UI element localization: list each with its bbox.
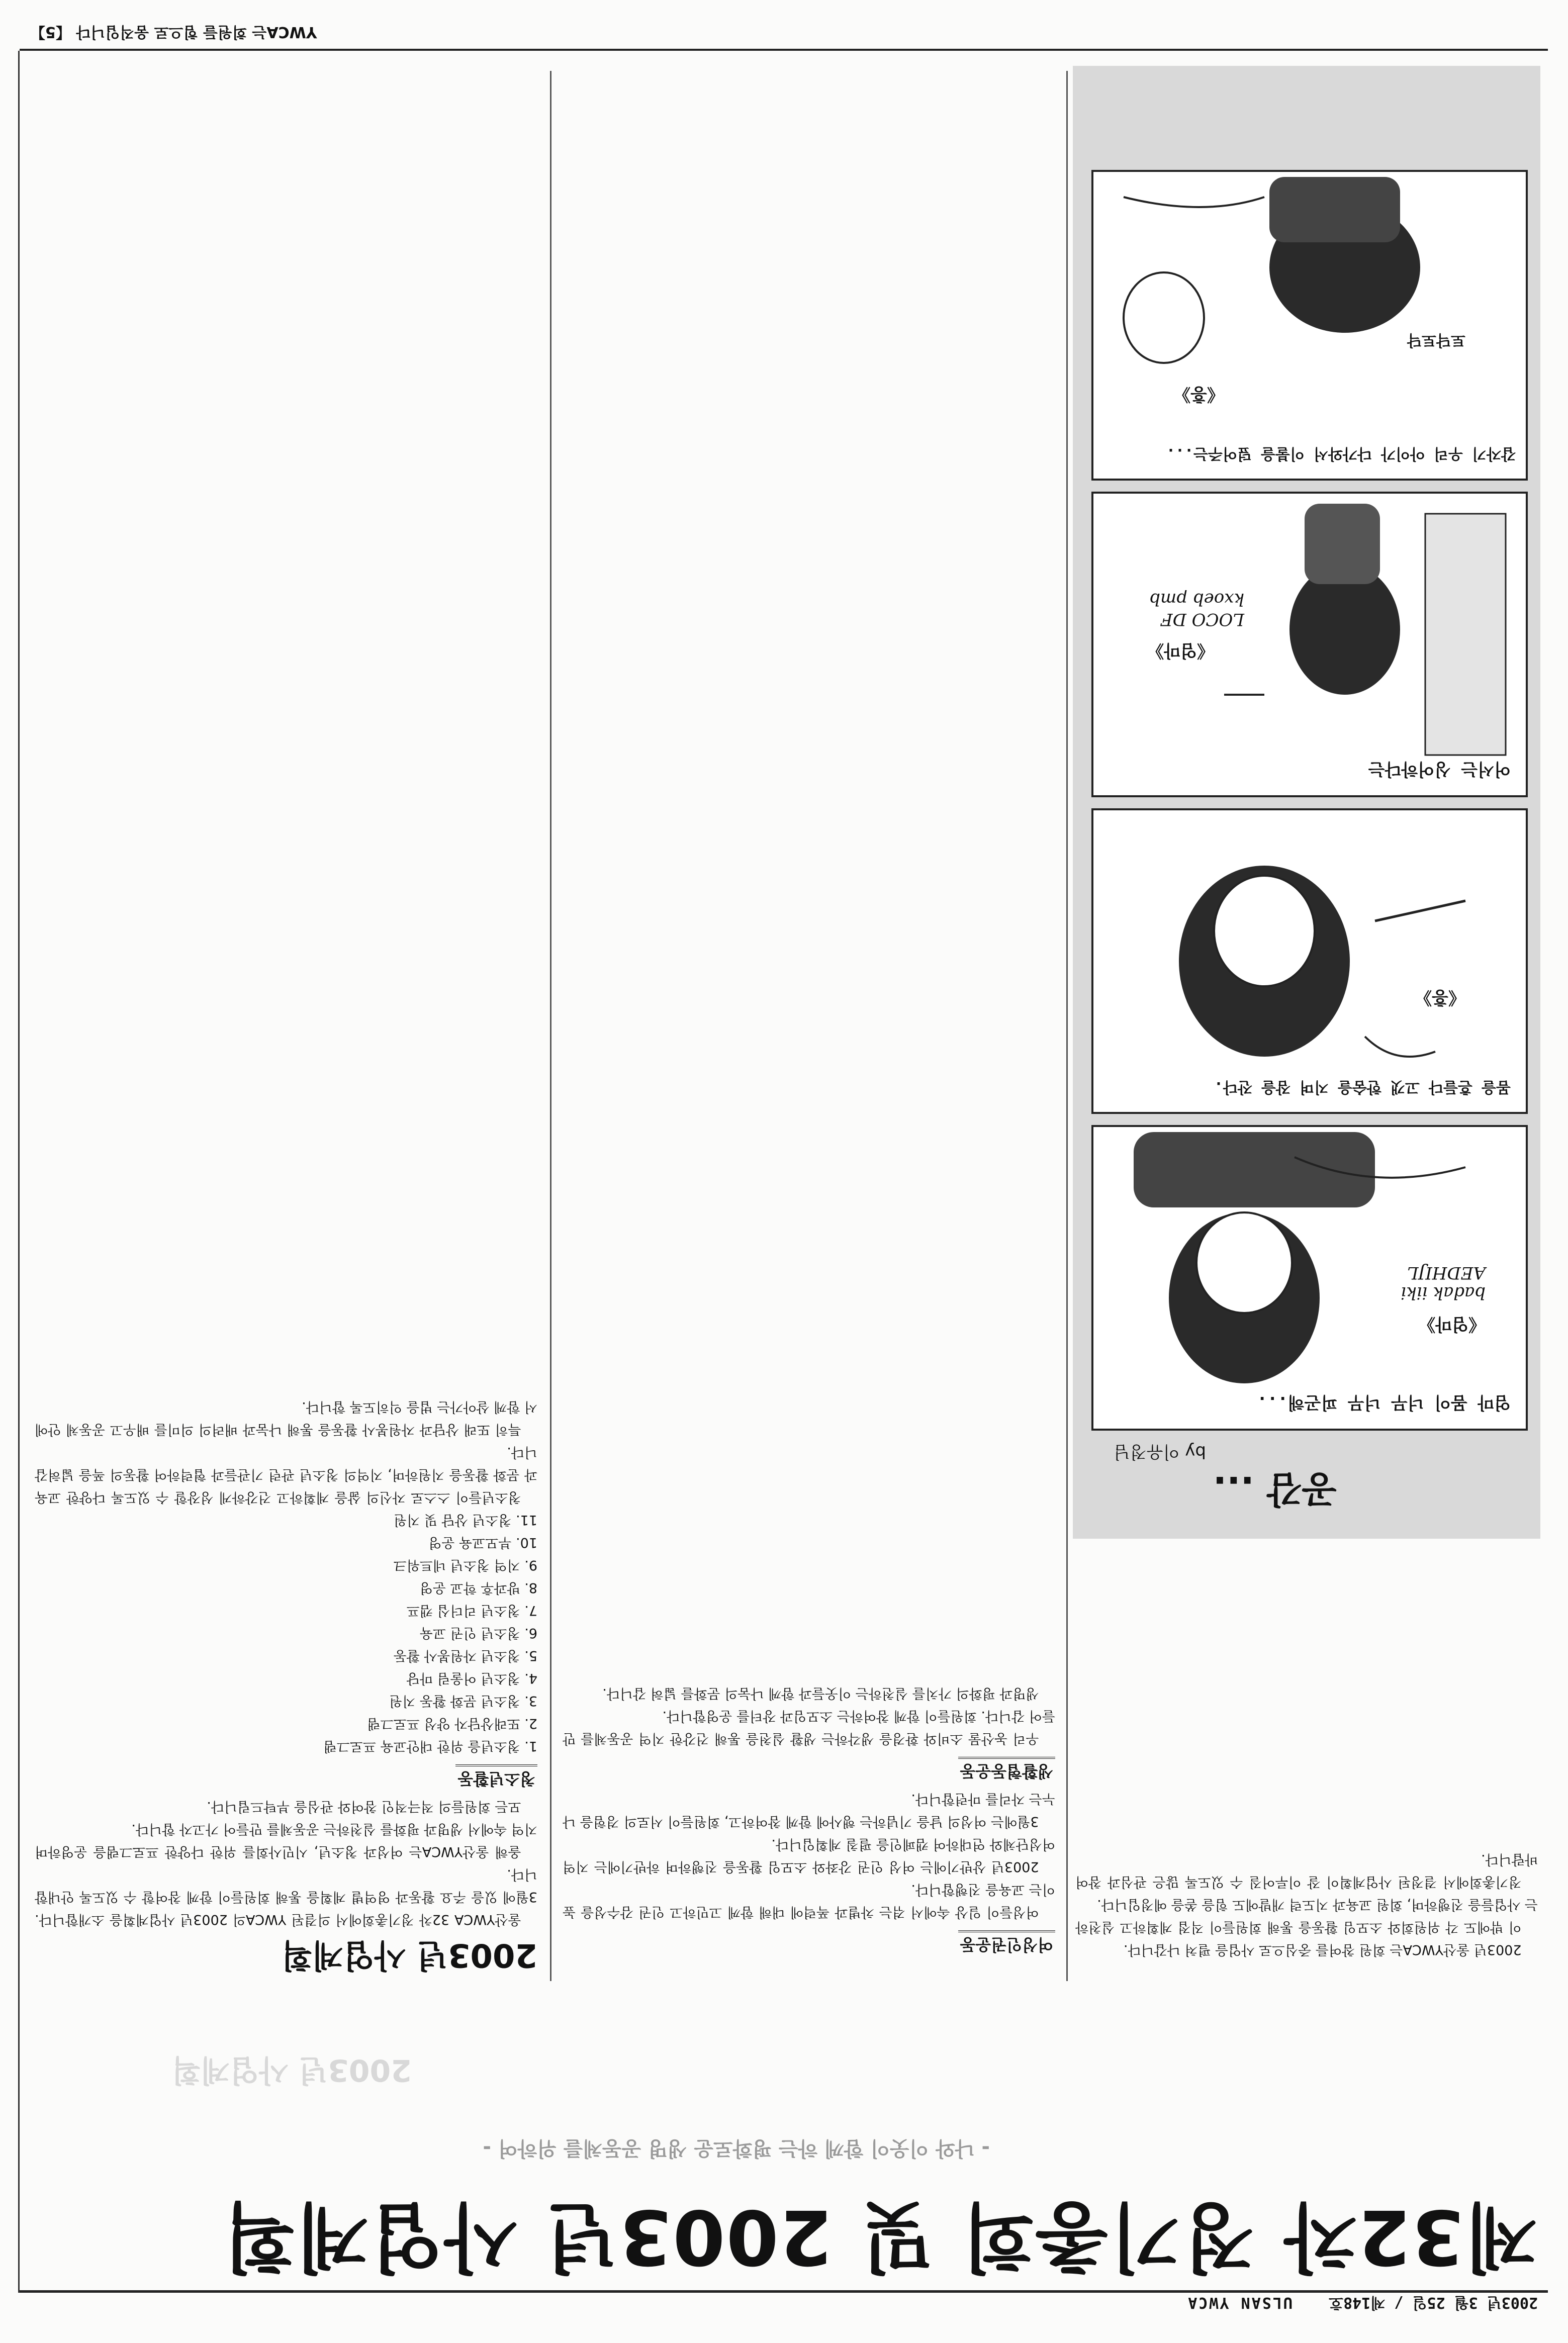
panel-caption: 엄마 몸이 너무 너무 피곤해... bbox=[1257, 1392, 1511, 1413]
right-body: 정기총회에서 결정된 사업계획이 잘 이루어질 수 있도록 많은 관심과 참여 바랍니다. bbox=[1075, 1851, 1538, 1890]
youth-item: 8. 방과후 학교 운영 bbox=[419, 1580, 537, 1596]
community-body: 생명과 평화의 가치를 실천하는 이웃들과 함께 나눔의 문화를 넓혀 갑니다. bbox=[602, 1685, 1039, 1701]
brand-name: ULSAN YWCA bbox=[1186, 2294, 1293, 2311]
article-column-right bbox=[1075, 1559, 1538, 1961]
youth-body: 특히 또래 상담과 자원봉사 활동을 통해 나눔과 배려의 의미를 배우고 공동체 안에서 함께 살아가는 법을 익히도록 합니다. bbox=[35, 1399, 537, 1437]
women-body: 3월에는 여성의 날을 기념하는 행사에 함께 참여하고, 회원들이 서로의 경험을 나누는 자리를 마련합니다. bbox=[563, 1791, 1055, 1829]
article-column-middle bbox=[563, 71, 1055, 1961]
panel-sound: badak iiki AEDHIJL bbox=[1401, 1263, 1486, 1303]
women-body: 2003년 상반기에는 여성 인권 강좌와 소모임 활동을 진행하며 하반기에는 지역 여성단체와 연대하여 캠페인을 펼칠 계획입니다. bbox=[563, 1836, 1055, 1875]
panel-sound: 토닥토닥 bbox=[1407, 331, 1465, 349]
panel-speech: 《엄마》 bbox=[1418, 1314, 1486, 1334]
women-body: 여성들이 일상 속에서 겪는 차별과 폭력에 대해 함께 고민하고 인권 감수성을 높이는 교육을 진행합니다. bbox=[563, 1882, 1055, 1920]
footer-rule bbox=[20, 49, 1548, 51]
intro-paragraph: 모든 회원들의 적극적인 참여와 관심을 부탁드립니다. bbox=[207, 1799, 521, 1814]
child-approaching-illustration bbox=[1093, 494, 1526, 795]
column-divider bbox=[550, 71, 551, 1981]
article-title: 2003년 사업계획 bbox=[281, 1936, 537, 1974]
banner-subheadline: - 나와 이웃이 함께 하는 평화로운 생명 공동체를 위하여 - bbox=[483, 2137, 990, 2160]
comic-panel-4 bbox=[1091, 170, 1528, 481]
youth-item: 2. 또래상담자 양성 프로그램 bbox=[367, 1716, 537, 1731]
right-body: 2003년 울산YWCA는 회원 참여를 중심으로 사업을 펼쳐 나갑니다. bbox=[1123, 1942, 1522, 1957]
section-title: YWCA는 회원들 힘으로 움직입니다 bbox=[76, 23, 317, 41]
comic-title: 공감 ... bbox=[1213, 1468, 1337, 1511]
panel-caption: 몸을 흔들다 고갯 한숨을 지며 잠을 잔다. bbox=[1214, 1078, 1511, 1096]
youth-item: 11. 청소년 상담 및 지원 bbox=[394, 1512, 537, 1528]
intro-paragraph: 올해 울산YWCA는 여성과 청소년, 시민사회를 위한 다양한 프로그램을 운영하며 지역 속에서 생명과 평화를 실천하는 공동체를 만들어 가고자 합니다. bbox=[35, 1821, 537, 1859]
panel-speech: 《흥》 bbox=[1415, 987, 1465, 1007]
right-body: 이 밖에도 각 위원회와 소모임 활동을 통해 회원들이 직접 계획하고 실천하는 사업들을 진행하며, 회원 교육과 지도력 개발에도 힘을 쏟을 예정입니다. bbox=[1075, 1897, 1538, 1935]
youth-item: 3. 청소년 문화 활동 지원 bbox=[389, 1693, 537, 1709]
youth-item: 4. 청소년 어울림 마당 bbox=[406, 1670, 537, 1686]
comic-panel-1 bbox=[1091, 1125, 1528, 1431]
article-column-left bbox=[35, 71, 537, 1931]
banner-faint-caption: 2003년 사업계획 bbox=[171, 2052, 412, 2088]
youth-item: 5. 청소년 자원봉사 활동 bbox=[393, 1648, 537, 1663]
panel-speech: 《엄마》 bbox=[1147, 640, 1214, 661]
issue-date: 2003년 3월 25일 / 제148호 bbox=[1329, 2294, 1538, 2311]
intro-paragraph: 울산YWCA 32차 정기총회에서 의결된 YWCA의 2003년 사업계획을 소개합니다. 3월에 있을 주요 활동과 영역별 계획을 통해 회원들이 함께 참여할 수 있도록 안내합니다. bbox=[35, 1866, 537, 1927]
youth-body: 청소년들이 스스로 자신의 삶을 계획하고 건강하게 성장할 수 있도록 다양한 교육과 문화 활동을 지원하며, 지역의 청소년 관련 기관들과 협력하여 활동의 폭을 넓혀갑니다. bbox=[35, 1444, 537, 1505]
youth-item: 6. 청소년 인권 교육 bbox=[419, 1625, 537, 1641]
comic-byline: by 이유정님 bbox=[1114, 1442, 1206, 1462]
banner-headline: 제32차 정기총회 및 2003년 사업계획 bbox=[222, 2193, 1538, 2280]
panel-speech: 《흥》 bbox=[1173, 384, 1224, 404]
panel-sound: LOCO DF kxoeb pmb bbox=[1149, 589, 1244, 629]
youth-item: 1. 청소년을 위한 대안교육 프로그램 bbox=[323, 1738, 537, 1754]
comic-panel-2 bbox=[1091, 808, 1528, 1114]
header-section bbox=[30, 23, 317, 45]
header-rule bbox=[20, 2290, 1548, 2293]
tossing-person-illustration bbox=[1093, 810, 1526, 1112]
sleeping-person-illustration bbox=[1093, 1127, 1526, 1429]
women-heading: 여성인권운동 bbox=[958, 1930, 1055, 1956]
youth-item: 7. 청소년 리더십 캠프 bbox=[406, 1603, 537, 1618]
page-number: 【5】 bbox=[30, 23, 71, 41]
youth-heading: 청소년활동 bbox=[455, 1764, 537, 1790]
community-body: 우리 농산물 소비와 환경을 생각하는 생활 실천을 통해 건강한 지역 공동체를 만들어 갑니다. 회원들이 함께 참여하는 소모임과 장터를 운영합니다. bbox=[563, 1708, 1055, 1746]
right-border bbox=[18, 51, 20, 2293]
comic-panel-3 bbox=[1091, 492, 1528, 797]
youth-item: 10. 부모교육 운영 bbox=[428, 1535, 537, 1550]
community-heading: 생활협동운동 bbox=[958, 1757, 1055, 1783]
child-covering-blanket-illustration bbox=[1093, 172, 1526, 479]
youth-item: 9. 지역 청소년 네트워크 bbox=[393, 1557, 537, 1573]
column-divider bbox=[1066, 71, 1068, 1981]
panel-caption: 어서는 싱어하다는 bbox=[1368, 759, 1511, 779]
panel-caption: 갑자기 우리 아이가 다가와서 이불을 덮어주는... bbox=[1166, 445, 1516, 462]
header-issue-line bbox=[1186, 2293, 1538, 2315]
